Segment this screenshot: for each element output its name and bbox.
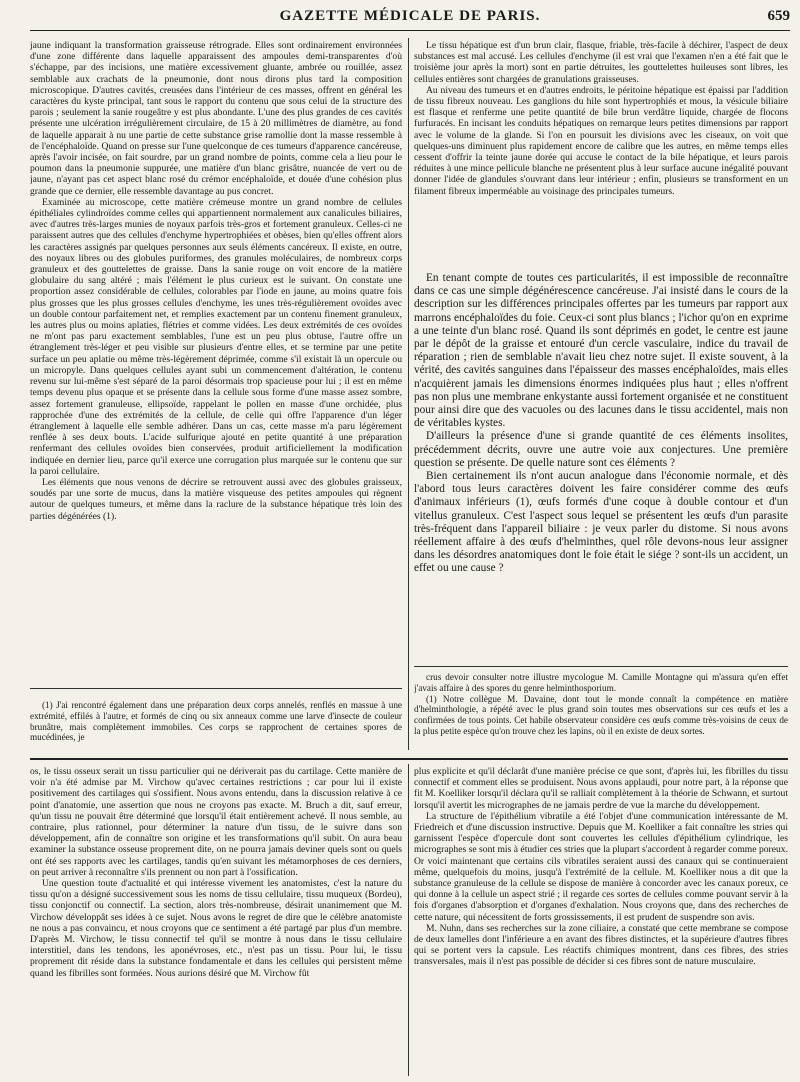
upper-right-footnote	[414, 672, 788, 752]
paragraph: Examinée au microscope, cette matière crémeuse montre un grand nombre de cellules épithéliales cylindroïdes comme celles qui appartiennent normalement aux canalicules biliaires, avec d'autres très-larges munies de noyaux parfois très-gros et fortement granuleux. Celles-ci ne paraissent autres que des cellules d'enchyme hypertrophiées et obèses, bien qu'elles offrent alors les caractères assignés par quelques personnes aux seuls éléments cancéreux. Il existe, en outre, des noyaux libres ou des globules puriformes, des granules moléculaires, de nombreux corps granuleux et des gouttelettes de graisse. Dans la sanie rouge on voit encore de la matière globulaire du sang altéré ; mais l'élément le plus curieux est le suivant. On constate une proportion assez considérable de cellules, colorables par l'iode en jaune, au moins quatre fois plus grosses que les plus grosses cellules d'enchyme, les unes très-régulièrement ovoïdes avec un double contour parfaitement net, et remplies exactement par un contenu finement granuleux, les autres plus ou moins aplaties, flétries et comme vidées. Les deux extrémités de ces ovoïdes ne m'ont pas paru exactement semblables, l'une est un peu plus obtuse, l'autre offre un étranglement très-léger et peu visible sur plusieurs d'entre elles, et se termine par une petite surface un peu aplatie ou même très-légèrement déprimée, comme s'il existait là un opercule ou un micropyle. Dans quelques cellules ayant subi un commencement d'altération, le contenu revenu sur lui-même s'est séparé de la paroi désormais trop spacieuse pour lui ; il est en même temps devenu plus opaque et se présente dans la cellule sous forme d'une masse assez sombre, assez fortement granuleuse, ellipsoïde, rappelant le pollen en masse d'une orchidée, plus rapprochée d'une des extrémités de la cellule, de celle qui offre l'apparence d'un léger étranglement à laquelle elle semble adhérer. Dans un cas, cette masse m'a paru légèrement renflée à ses deux bouts. L'acide sulfurique ajouté en petite quantité à une préparation renfermant des cellules ovoïdes bien conservées, produit artificiellement la modification indiquée en dernier lieu, parce qu'il exerce une corrugation plus marquée sur le contenu que sur la paroi cellulaire.	[30, 196, 402, 477]
paragraph: Au niveau des tumeurs et en d'autres endroits, le péritoine hépatique est épaissi par l'addition de tissu fibreux nouveau. Les ganglions du hile sont hypertrophiés et mous, la vésicule biliaire est flasque et renferme une petite quantité de bile brun verdâtre liquide, chargée de flocons furfuracés. En incisant les conduits hépatiques on remarque leurs petites dimensions par rapport avec le volume de la glande. Si l'on en poursuit les divisions avec les ciseaux, on voit que quelques-uns diminuent plus rapidement encore de calibre que les autres, en même temps elles cessent d'offrir la teinte jaune dorée qui accuse le contact de la bile hépatique, et leurs parois réduites à une mince pellicule blanche ne présentent plus à leur surface aucune inégalité pouvant donner l'idée de glandules s'ouvrant dans leur intérieur ; enfin, plusieurs se transforment en un filament fibreux imperméable au voisinage des principales tumeurs.	[414, 84, 788, 197]
footnote: (1) Notre collègue M. Davaine, dont tout le monde connaît la compétence en matière d'helminthologie, a répété avec le plus grand soin toutes mes observations sur ces œufs et les a confirmées de tous points. Cet habile observateur considère ces œufs comme très-voisins de ceux de la plus petite espèce qu'on trouve chez les lapins, où il en existe de deux sortes.	[414, 693, 788, 736]
paragraph: Les éléments que nous venons de décrire se retrouvent aussi avec des globules graisseux, soudés par une sorte de mucus, dans la matière visqueuse des petites ampoules qui règnent autour de quelques tumeurs, et même dans la raclure de la substance hépatique très loin des parties dégénérées (1).	[30, 476, 402, 522]
upper-right-column-large	[414, 272, 788, 660]
upper-left-footnote	[30, 700, 402, 752]
paragraph: Une question toute d'actualité et qui intéresse vivement les anatomistes, c'est la nature du tissu qu'on a désigné successivement sous les noms de tissu cellulaire, tissu muqueux (Bordeu), tissu conjonctif ou connectif. La section, alors très-nombreuse, désirait unanimement que M. Virchow développât ses idées à ce sujet. Nous avons le regret de dire que le célèbre anatomiste ne nous a pas convaincu, et nous croyons que ce sentiment a été partagé par plus d'un membre. D'après M. Virchow, le tissu connectif tel qu'il se montre à nous dans le tissu cellulaire interstitiel, dans les tendons, les aponévroses, etc., n'est pas un tissu. Pour lui, le tissu proprement dit réside dans la substance fondamentale et dans les cellules qui persistent même quand les fibrilles sont formées. Nous aurions désiré que M. Virchow fût	[30, 878, 402, 979]
page-header	[30, 8, 790, 31]
column-divider	[408, 764, 409, 1076]
lower-right-column	[414, 766, 788, 1076]
section-divider	[30, 758, 788, 760]
footnote-divider	[30, 688, 402, 689]
column-divider	[408, 38, 409, 750]
paragraph: Le tissu hépatique est d'un brun clair, flasque, friable, très-facile à déchirer, l'aspect de deux substances est mal accusé. Les cellules d'enchyme (il est vrai que l'examen n'en a été fait que le troisième jour après la mort) sont en partie détruites, les gouttelettes huileuses sont libres, les cellules entières sont chargées de granulations graisseuses.	[414, 40, 788, 85]
paragraph: Bien certainement ils n'ont aucun analogue dans l'économie normale, et dès l'abord tous leurs caractères doivent les faire considérer comme des œufs d'animaux inférieurs (1), œufs formés d'une coque à double contour et d'un vitellus granuleux. C'est l'aspect sous lequel se présentent les œufs d'un parasite très-fréquent dans l'appareil biliaire : je veux parler du distome. Si nous avons réellement affaire à des œufs d'helminthes, quel rôle devons-nous leur assigner dans les désordres anatomiques dont le foie était le siége ? sont-ils un accident, un effet ou une cause ?	[414, 470, 788, 575]
paragraph: D'ailleurs la présence d'une si grande quantité de ces éléments insolites, précédemment décrits, ouvre une autre voie aux conjectures. Une première question se présente. De quelle nature sont ces éléments ?	[414, 430, 788, 469]
paragraph: jaune indiquant la transformation graisseuse rétrograde. Elles sont ordinairement environnées d'une zone différente dans laquelle apparaissent des ampoules demi-transparentes d'où s'échappe, par des incisions, une matière excessivement gluante, ambrée ou rouillée, assez semblable aux crachats de la pneumonie, dont nous dirons plus tard la composition microscopique. D'autres cavités, creusées dans l'intérieur de ces masses, offrent en général les caractères du kyste principal, tant sous le rapport du contenu que sous celui de la structure des parois ; seulement la sanie rougeâtre y est plus abondante. L'une des plus grandes de ces cavités présente une ulcération irrégulièrement circulaire, de 15 à 20 millimètres de diamètre, au fond de laquelle apparait à nu une partie de cette substance grise ramollie dont la masse ressemble à de l'encéphaloïde. Quand on presse sur l'une quelconque de ces tumeurs d'apparence cancéreuse, après l'avoir incisée, on fait sourdre, par un grand nombre de points, comme cela a lieu pour le poumon dans la pneumonie suppurée, une matière d'un blanc grisâtre, nuancée de vert ou de jaune, n'ayant pas cet aspect blanc rosé du crémor encéphaloïde, et douée d'une cohésion plus grande que ce dernier, elle ressemble davantage au pus concret.	[30, 40, 402, 197]
paragraph: plus explicite et qu'il déclarât d'une manière précise ce que sont, d'après lui, les fibrilles du tissu connectif et comment elles se produisent. Nous avons applaudi, pour notre part, à la réponse que fit M. Koelliker lorsqu'il déclara qu'il se ralliait complètement à la théorie de Schwann, et surtout lorsqu'il avertit les micrographes de ne jamais perdre de vue la marche du développement.	[414, 766, 788, 811]
page-number: 659	[767, 8, 790, 24]
upper-left-column	[30, 40, 402, 670]
paragraph: En tenant compte de toutes ces particularités, il est impossible de reconnaître dans ce cas une simple dégénérescence cancéreuse. J'ai insisté dans le cours de la description sur les différences principales offertes par les tumeurs par rapport aux marrons encéphaloïdes du foie. Ceux-ci sont plus blancs ; l'ichor qu'on en exprime a une teinte d'un blanc rosé. Quand ils sont déprimés en godet, le centre est jaune par le dépôt de la graisse et entouré d'un cercle vasculaire, indice du travail de réparation ; rien de semblable n'avait lieu chez notre sujet. Il existe souvent, à la vérité, des cavités sanguines dans l'épaisseur des masses encéphaloïdes, mais elles n'acquièrent jamais les dimensions énormes indiquées plus haut ; elles n'offrent pas non plus une membrane enkystante aussi fortement organisée et ne constituent pour ainsi dire que des vacuoles ou des lacunes dans le tissu accidentel, mais non de véritables kystes.	[414, 272, 788, 430]
paragraph: La structure de l'épithélium vibratile a été l'objet d'une communication intéressante de M. Friedreich et d'une discussion instructive. Depuis que M. Koelliker a fait connaître les stries qui garnissent l'espèce d'opercule dont sont couvertes les cellules d'épithélium cylindrique, les micrographes se sont mis à étudier ces stries que la plupart s'accordent à regarder comme poreux. Or voici maintenant que certains cils vibratiles seraient aussi des canaux qui se continueraient même, quelquefois du moins, jusqu'à l'extrémité de la cellule. M. Koelliker nous a dit que la substance granuleuse de la cellule se dispose de manière à concorder avec les canaux poreux, ce qui donne à la cellule un aspect strié ; il regarde ces sortes de cellules comme pouvant servir à la fois d'organes d'absorption et d'organes d'exhalation. Nous croyons que, dans des recherches de cette nature, qui nécessitent de forts grossissements, il est prudent de suspendre son avis.	[414, 810, 788, 923]
lower-left-column	[30, 766, 402, 1076]
upper-right-column-small	[414, 40, 788, 268]
footnote: crus devoir consulter notre illustre mycologue M. Camille Montagne qui m'assura qu'en effet j'avais affaire à des spores du genre helminthosporium.	[414, 672, 788, 693]
journal-title: GAZETTE MÉDICALE DE PARIS.	[279, 8, 541, 24]
footnote-divider	[414, 666, 788, 667]
paragraph: M. Nuhn, dans ses recherches sur la zone ciliaire, a constaté que cette membrane se compose de deux lamelles dont l'inférieure a en avant des fibres distinctes, et la supérieure d'autres fibres qui se portent vers la capsule. Les réactifs chimiques montrent, dans ces fibres, des stries transversales, mais il n'est pas possible de décider si ces fibres sont de nature musculaire.	[414, 922, 788, 968]
footnote: (1) J'ai rencontré également dans une préparation deux corps annelés, renflés en massue à une extrémité, effilés à l'autre, et formés de cinq ou six anneaux comme une larve d'insecte de couleur brunâtre, mais complètement immobiles. Ces corps se rapprochent de certaines spores de mucédinées, je	[30, 700, 402, 743]
paragraph: os, le tissu osseux serait un tissu particulier qui ne dériverait pas du cartilage. Cette manière de voir n'a été admise par M. Virchow qu'avec certaines restrictions ; car pour lui il existe positivement des cartilages qui s'ossifient. Nous avons entendu, dans la discussion relative à ce point d'anatomie, une assertion que nous ne croyons pas exacte. M. Bruch a dit, sauf erreur, qu'un tissu ne pouvait être déterminé que lorsqu'il était entièrement achevé. Il nous semble, au contraire, plus rationnel, pour déterminer la nature d'un tissu, de le suivre dans son développement, afin de connaître son origine et les transformations qu'il subit. On aura beau examiner la substance osseuse proprement dite, on ne pourra jamais deviner quels sont ou quels ont été ses rapports avec les cartilages, tandis qu'en suivant les métamorphoses de ces derniers, on peut arriver à reconnaître s'ils prennent ou non part à l'ossification.	[30, 766, 402, 878]
